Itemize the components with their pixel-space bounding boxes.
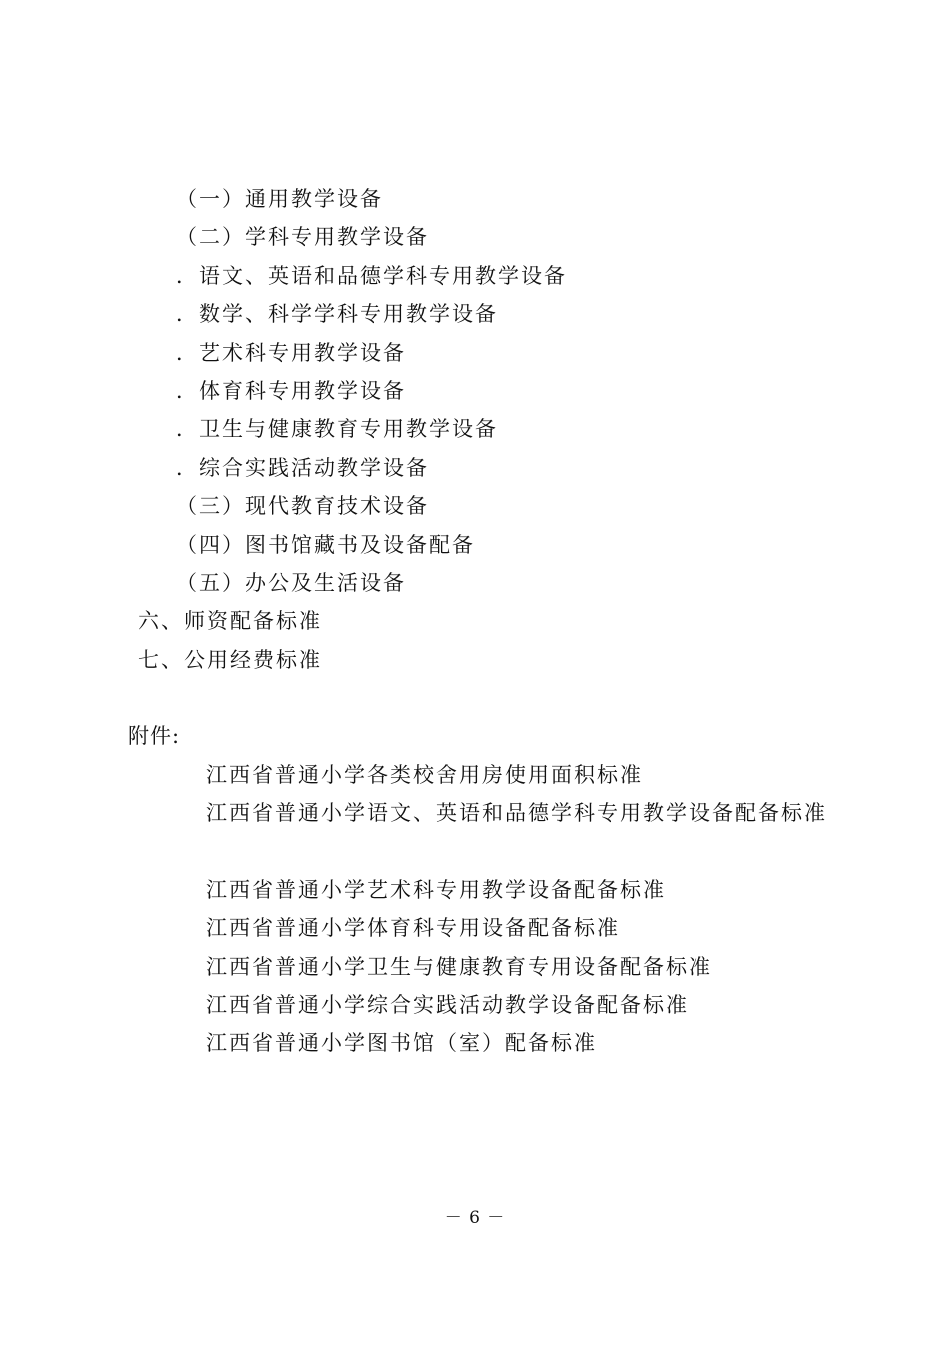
appendix-item-library: 江西省普通小学图书馆（室）配备标准 xyxy=(206,1031,597,1055)
appendix-item-building-area: 江西省普通小学各类校舍用房使用面积标准 xyxy=(206,763,643,787)
toc-item-office: （五）办公及生活设备 xyxy=(176,571,406,595)
toc-item-subject-equipment: （二）学科专用教学设备 xyxy=(176,225,429,249)
toc-item-math-science: ．数学、科学学科专用教学设备 xyxy=(176,302,498,326)
toc-item-teachers: 六、师资配备标准 xyxy=(138,609,322,633)
appendix-label: 附件: xyxy=(128,724,181,748)
toc-item-arts: ．艺术科专用教学设备 xyxy=(176,341,406,365)
appendix-item-arts: 江西省普通小学艺术科专用教学设备配备标准 xyxy=(206,878,666,902)
appendix-item-health: 江西省普通小学卫生与健康教育专用设备配备标准 xyxy=(206,955,712,979)
appendix-item-pe: 江西省普通小学体育科专用设备配备标准 xyxy=(206,916,620,940)
toc-item-library: （四）图书馆藏书及设备配备 xyxy=(176,533,475,557)
toc-item-general-equipment: （一）通用教学设备 xyxy=(176,187,383,211)
appendix-item-chinese-english-moral: 江西省普通小学语文、英语和品德学科专用教学设备配备标准 xyxy=(206,801,827,825)
page-number: － 6 － xyxy=(444,1208,506,1228)
toc-item-health: ．卫生与健康教育专用教学设备 xyxy=(176,417,498,441)
toc-item-modern-tech: （三）现代教育技术设备 xyxy=(176,494,429,518)
appendix-item-practice: 江西省普通小学综合实践活动教学设备配备标准 xyxy=(206,993,689,1017)
toc-item-chinese-english-moral: ．语文、英语和品德学科专用教学设备 xyxy=(176,264,567,288)
toc-item-pe: ．体育科专用教学设备 xyxy=(176,379,406,403)
toc-item-practice: ．综合实践活动教学设备 xyxy=(176,456,429,480)
toc-item-funding: 七、公用经费标准 xyxy=(138,648,322,672)
